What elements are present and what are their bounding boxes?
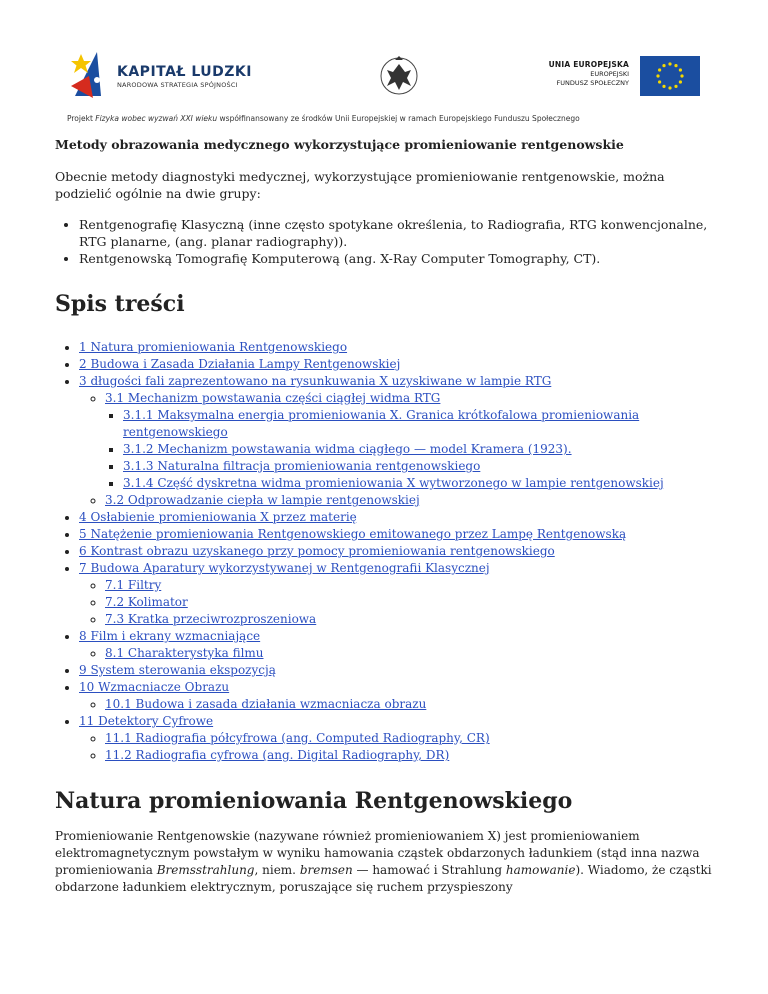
toc-link[interactable]: 4 Osłabienie promieniowania X przez materię	[79, 510, 357, 524]
toc-link[interactable]: 3 długości fali zaprezentowano na rysunkuwania X uzyskiwane w lampie RTG	[79, 374, 552, 388]
nature-text-4: ). Wiadomo, że cząstki obdarzone ładunkiem elektrycznym, poruszające się ruchem przyspieszony	[55, 863, 712, 894]
nature-paragraph	[55, 828, 715, 896]
university-emblem-icon	[377, 52, 421, 100]
main-content	[55, 136, 715, 896]
toc-link[interactable]: 3.1.3 Naturalna filtracja promieniowania rentgenowskiego	[123, 459, 481, 473]
toc-link[interactable]: 10 Wzmacniacze Obrazu	[79, 680, 230, 694]
toc-link[interactable]: 5 Natężenie promieniowania Rentgenowskiego emitowanego przez Lampę Rentgenowską	[79, 527, 627, 541]
project-name: Fizyka wobec wyzwań XXI wieku	[95, 114, 218, 123]
toc-link[interactable]: 2 Budowa i Zasada Działania Lampy Rentgenowskiej	[79, 357, 401, 371]
nature-em-bremsen: bremsen	[299, 863, 353, 877]
table-of-contents	[55, 339, 715, 764]
document-title: Metody obrazowania medycznego wykorzystujące promieniowanie rentgenowskie	[55, 137, 624, 152]
project-prefix: Projekt	[67, 114, 96, 123]
ue-fund-line2: FUNDUSZ SPOŁECZNY	[556, 79, 629, 87]
nature-em-hamowanie: hamowanie	[505, 863, 576, 877]
toc-link[interactable]: 1 Natura promieniowania Rentgenowskiego	[79, 340, 348, 354]
nature-text-3: — hamować i Strahlung	[352, 863, 506, 877]
project-suffix: współfinansowany ze środków Unii Europejskiej w ramach Europejskiego Funduszu Społecznego	[217, 114, 580, 123]
toc-link[interactable]: 7.3 Kratka przeciwrozproszeniowa	[105, 612, 317, 626]
toc-link[interactable]: 11.2 Radiografia cyfrowa (ang. Digital Radiography, DR)	[105, 748, 450, 762]
kapital-ludzki-title: KAPITAŁ LUDZKI	[117, 64, 252, 80]
ue-fund-line1: EUROPEJSKI	[590, 70, 629, 78]
intro-paragraph: Obecnie metody diagnostyki medycznej, wykorzystujące promieniowanie rentgenowskie, można podzielić ogólnie na dwie grupy:	[55, 169, 665, 201]
nature-text-1: Promieniowanie Rentgenowskie (nazywane również promieniowaniem X) jest promieniowaniem elektromagnetycznym powstałym w wyniku hamowania cząstek obdarzonych ładunkiem (stąd inna nazwa promieniowania	[55, 829, 700, 877]
section-heading-nature: Natura promieniowania Rentgenowskiego	[55, 788, 573, 814]
nature-text-2: , niem.	[254, 863, 300, 877]
project-info-line	[67, 114, 580, 123]
toc-link[interactable]: 10.1 Budowa i zasada działania wzmacniacza obrazu	[105, 697, 427, 711]
toc-link[interactable]: 3.1 Mechanizm powstawania części ciągłej widma RTG	[105, 391, 441, 405]
toc-link[interactable]: 3.2 Odprowadzanie ciepła w lampie rentgenowskiej	[105, 493, 420, 507]
list-item: • Rentgenowską Tomografię Komputerową (ang. X-Ray Computer Tomography, CT).	[79, 250, 715, 267]
toc-link[interactable]: 11 Detektory Cyfrowe	[79, 714, 214, 728]
toc-link[interactable]: 9 System sterowania ekspozycją	[79, 663, 276, 677]
kapital-ludzki-subtitle: NARODOWA STRATEGIA SPÓJNOŚCI	[117, 81, 238, 89]
method-groups-list	[55, 216, 715, 267]
eu-flag-icon	[640, 56, 700, 96]
toc-link[interactable]: 3.1.2 Mechanizm powstawania widma ciągłego — model Kramera (1923).	[123, 442, 572, 456]
toc-link[interactable]: 6 Kontrast obrazu uzyskanego przy pomocy promieniowania rentgenowskiego	[79, 544, 555, 558]
nature-em-bremsstrahlung: Bremsstrahlung	[156, 863, 255, 877]
list-item: • Rentgenografię Klasyczną (inne często spotykane określenia, to Radiografia, RTG konwencjonalne, RTG planarne, (ang. planar radiography)).	[79, 216, 715, 250]
toc-link[interactable]: 8 Film i ekrany wzmacniające	[79, 629, 261, 643]
ue-title: UNIA EUROPEJSKA	[548, 60, 629, 69]
toc-link[interactable]: 3.1.1 Maksymalna energia promieniowania X. Granica krótkofalowa promieniowania rentgenowskiego	[123, 408, 640, 439]
toc-link[interactable]: 7 Budowa Aparatury wykorzystywanej w Rentgenografii Klasycznej	[79, 561, 490, 575]
toc-link[interactable]: 7.2 Kolimator	[105, 595, 188, 609]
toc-link[interactable]: 7.1 Filtry	[105, 578, 162, 592]
toc-heading: Spis treści	[55, 291, 185, 317]
toc-link[interactable]: 8.1 Charakterystyka filmu	[105, 646, 264, 660]
header-banner	[55, 40, 715, 130]
toc-link[interactable]: 3.1.4 Część dyskretna widma promieniowania X wytworzonego w lampie rentgenowskiej	[123, 476, 664, 490]
toc-link[interactable]: 11.1 Radiografia półcyfrowa (ang. Computed Radiography, CR)	[105, 731, 490, 745]
ue-text-block	[549, 60, 629, 87]
